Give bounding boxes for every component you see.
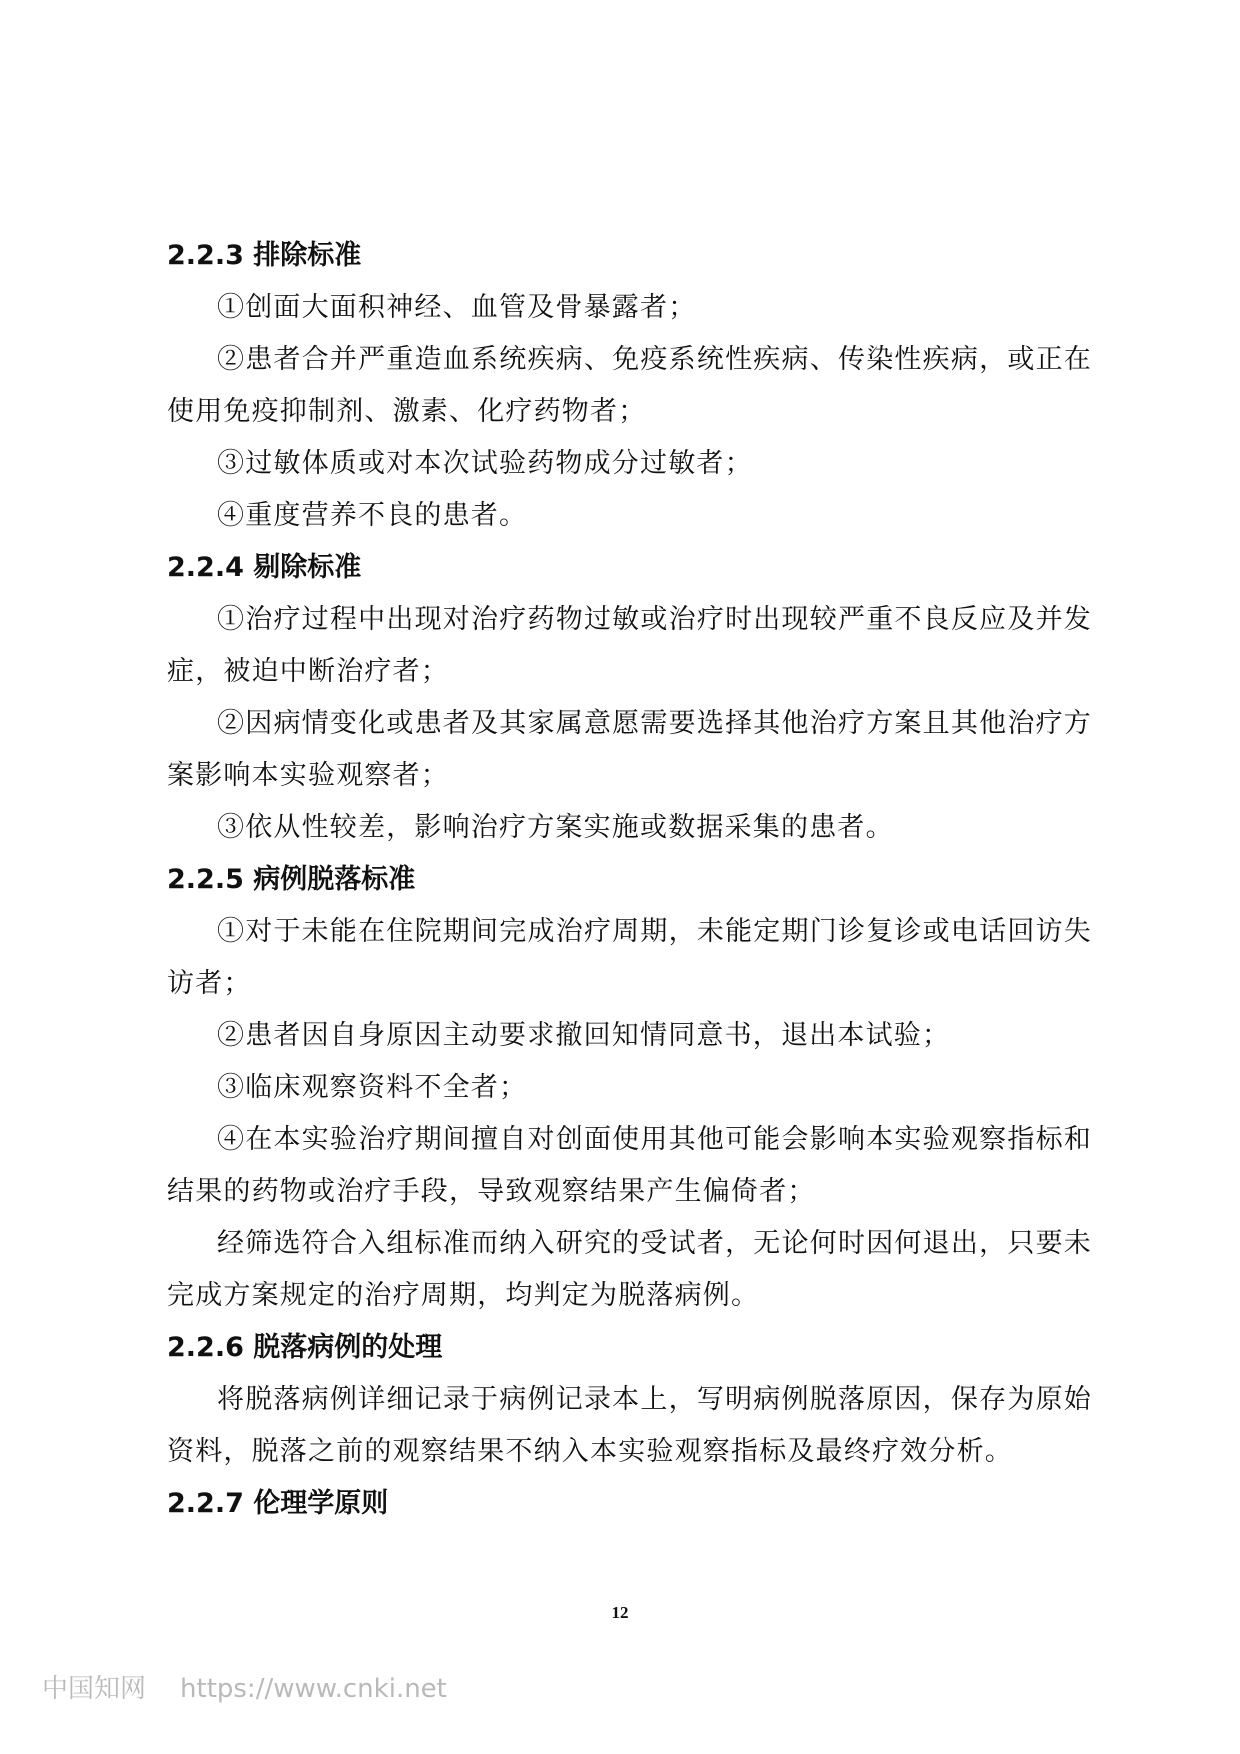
section-heading: 2.2.6 脱落病例的处理 [167, 1332, 443, 1363]
section-heading: 2.2.3 排除标准 [167, 240, 362, 271]
paragraph: ①对于未能在住院期间完成治疗周期，未能定期门诊复诊或电话回访失访者； [167, 916, 1092, 999]
paragraph: ③依从性较差，影响治疗方案实施或数据采集的患者。 [217, 812, 894, 843]
page-number: 12 [611, 1603, 629, 1622]
paragraph: ④在本实验治疗期间擅自对创面使用其他可能会影响本实验观察指标和结果的药物或治疗手段，导致观察结果产生偏倚者； [167, 1124, 1092, 1207]
paragraph: ①创面大面积神经、血管及骨暴露者； [217, 292, 697, 323]
paragraph: ①治疗过程中出现对治疗药物过敏或治疗时出现较严重不良反应及并发症，被迫中断治疗者； [167, 604, 1092, 687]
document-body [167, 230, 1092, 1530]
paragraph: ③过敏体质或对本次试验药物成分过敏者； [217, 448, 753, 479]
paragraph: ②因病情变化或患者及其家属意愿需要选择其他治疗方案且其他治疗方案影响本实验观察者； [167, 708, 1092, 791]
paragraph: ③临床观察资料不全者； [217, 1072, 528, 1103]
section-heading: 2.2.4 剔除标准 [167, 552, 362, 583]
paragraph: ②患者因自身原因主动要求撤回知情同意书，退出本试验； [217, 1020, 951, 1051]
paragraph: 将脱落病例详细记录于病例记录本上，写明病例脱落原因，保存为原始资料，脱落之前的观察结果不纳入本实验观察指标及最终疗效分析。 [167, 1384, 1092, 1467]
paragraph: ④重度营养不良的患者。 [217, 500, 528, 531]
section-heading: 2.2.5 病例脱落标准 [167, 864, 416, 895]
paragraph: ②患者合并严重造血系统疾病、免疫系统性疾病、传染性疾病，或正在使用免疫抑制剂、激素、化疗药物者； [167, 344, 1092, 427]
watermark-url: https://www.cnki.net [180, 1674, 447, 1704]
cnki-watermark [42, 1668, 447, 1705]
section-heading: 2.2.7 伦理学原则 [167, 1488, 389, 1519]
paragraph: 经筛选符合入组标准而纳入研究的受试者，无论何时因何退出，只要未完成方案规定的治疗周期，均判定为脱落病例。 [167, 1228, 1092, 1311]
watermark-name: 中国知网 [42, 1674, 147, 1704]
